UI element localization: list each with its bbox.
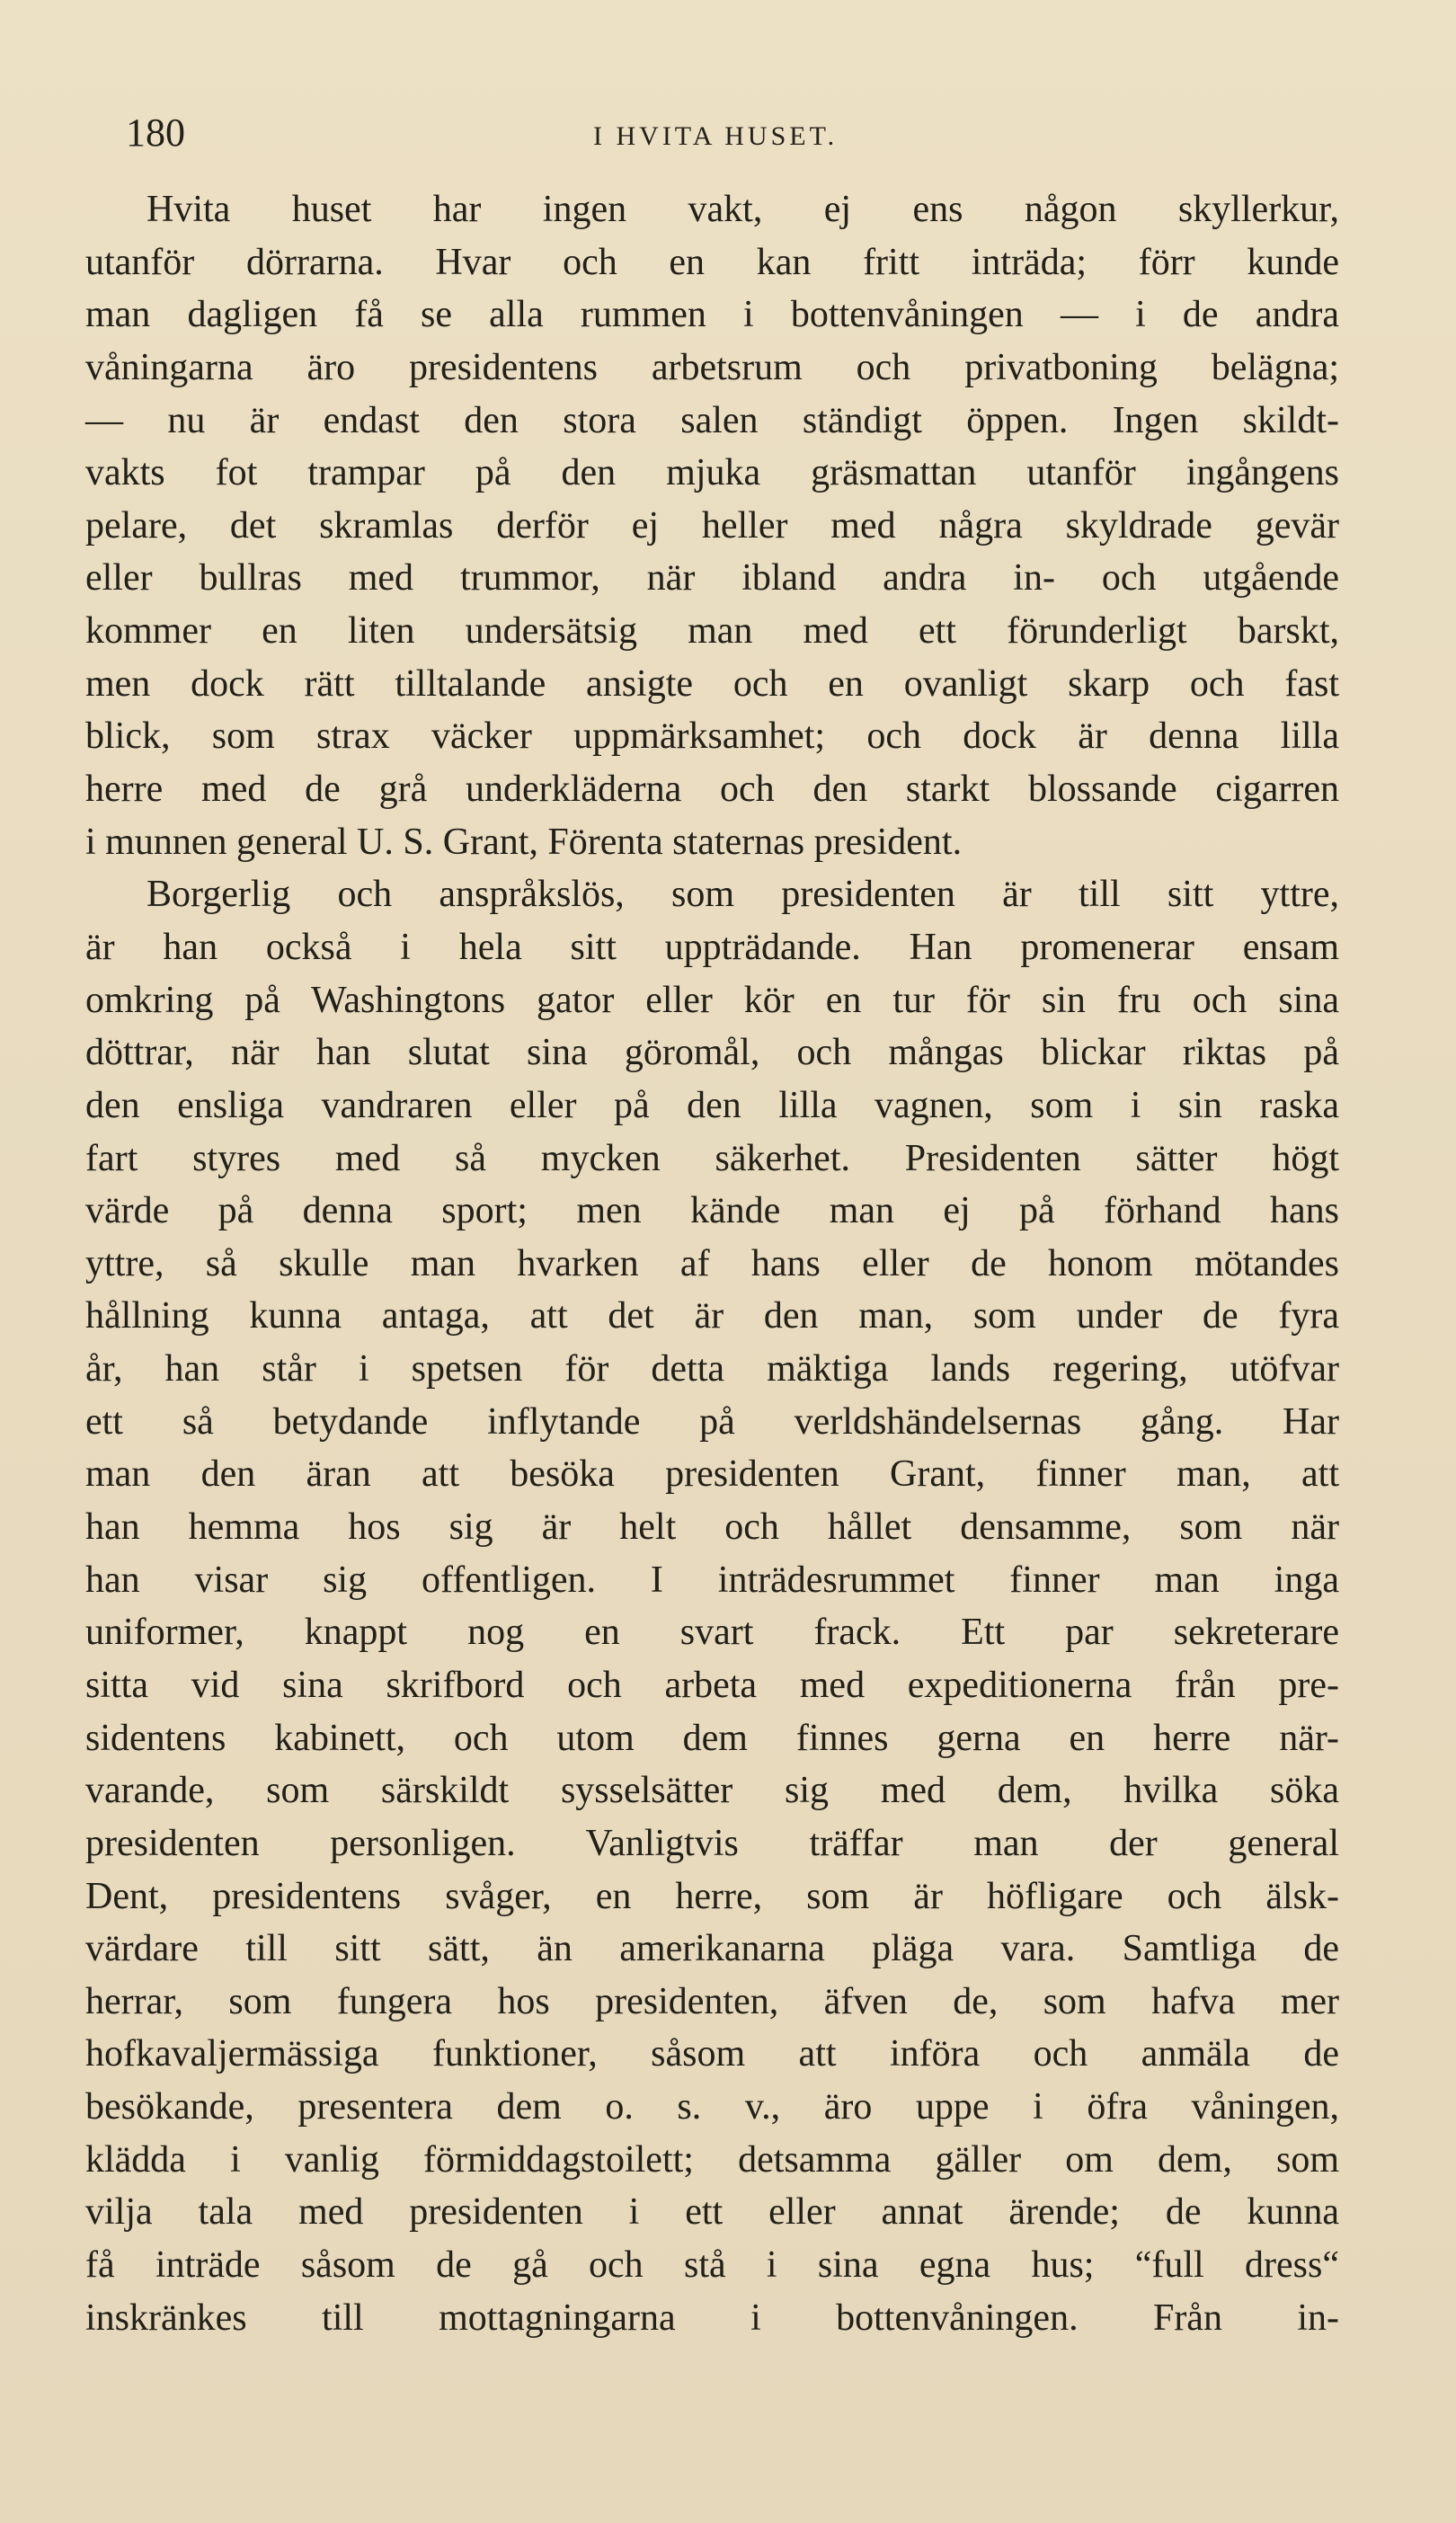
text-line: blick, som strax väcker uppmärksamhet; och dock är denna lilla <box>85 715 1339 758</box>
text-line: han visar sig offentligen. I inträdesrummet finner man inga <box>85 1559 1339 1601</box>
text-line: den ensliga vandraren eller på den lilla vagnen, som i sin raska <box>85 1084 1339 1126</box>
text-line: värdare till sitt sätt, än amerikanarna pläga vara. Samtliga de <box>85 1928 1339 1970</box>
text-line: uniformer, knappt nog en svart frack. Ett par sekreterare <box>85 1612 1339 1654</box>
text-line: omkring på Washingtons gator eller kör en tur för sin fru och sina <box>85 979 1339 1021</box>
text-line: men dock rätt tilltalande ansigte och en ovanligt skarp och fast <box>85 662 1339 705</box>
text-line: våningarna äro presidentens arbetsrum och privatboning belägna; <box>85 346 1339 388</box>
text-line: Borgerlig och anspråkslös, som presidenten är till sitt yttre, <box>146 874 1339 916</box>
text-line: — nu är endast den stora salen ständigt öppen. Ingen skildt- <box>85 399 1339 441</box>
text-line: ett så betydande inflytande på verldshändelsernas gång. Har <box>85 1400 1339 1443</box>
text-line: vilja tala med presidenten i ett eller annat ärende; de kunna <box>85 2191 1339 2234</box>
text-line: få inträde såsom de gå och stå i sina egna hus; “full dress“ <box>85 2243 1339 2286</box>
text-line: Dent, presidentens svåger, en herre, som är höfligare och älsk- <box>85 1875 1339 1917</box>
text-line: inskränkes till mottagningarna i bottenvåningen. Från in- <box>85 2296 1339 2339</box>
text-line: är han också i hela sitt uppträdande. Han promenerar ensam <box>85 926 1339 968</box>
text-line: eller bullras med trummor, när ibland andra in- och utgående <box>85 557 1339 600</box>
text-line: utanför dörrarna. Hvar och en kan fritt inträda; förr kunde <box>85 241 1339 283</box>
text-line: klädda i vanlig förmiddagstoilett; detsamma gäller om dem, som <box>85 2138 1339 2181</box>
text-line: i munnen general U. S. Grant, Förenta staternas president. <box>85 821 963 863</box>
text-line: pelare, det skramlas derför ej heller med några skyldrade gevär <box>85 504 1339 546</box>
text-line: kommer en liten undersätsig man med ett förunderligt barskt, <box>85 610 1339 653</box>
text-line: herrar, som fungera hos presidenten, äfven de, som hafva mer <box>85 1980 1339 2022</box>
body-text <box>85 183 1339 2344</box>
text-line: fart styres med så mycken säkerhet. Presidenten sätter högt <box>85 1137 1339 1179</box>
text-line: värde på denna sport; men kände man ej på förhand hans <box>85 1190 1339 1232</box>
text-line: hållning kunna antaga, att det är den man, som under de fyra <box>85 1295 1339 1337</box>
text-line: Hvita huset har ingen vakt, ej ens någon skyllerkur, <box>146 189 1339 230</box>
text-line: sidentens kabinett, och utom dem finnes gerna en herre när- <box>85 1717 1339 1759</box>
running-title: I HVITA HUSET. <box>593 121 839 151</box>
text-line: han hemma hos sig är helt och hållet densamme, som när <box>85 1506 1339 1549</box>
text-line: sitta vid sina skrifbord och arbeta med expeditionerna från pre- <box>85 1664 1339 1706</box>
running-head <box>126 106 1330 160</box>
text-line: hofkavaljermässiga funktioner, såsom att införa och anmäla de <box>85 2033 1339 2075</box>
text-line: vakts fot trampar på den mjuka gräsmattan utanför ingångens <box>85 452 1339 494</box>
text-line: varande, som särskildt sysselsätter sig med dem, hvilka söka <box>85 1770 1339 1812</box>
text-line: år, han står i spetsen för detta mäktiga lands regering, utöfvar <box>85 1348 1339 1390</box>
text-line: presidenten personligen. Vanligtvis träffar man der general <box>85 1822 1339 1864</box>
text-line: herre med de grå underkläderna och den starkt blossande cigarren <box>85 768 1339 811</box>
text-line: man den äran att besöka presidenten Grant, finner man, att <box>85 1453 1339 1496</box>
text-line: besökande, presentera dem o. s. v., äro uppe i öfra våningen, <box>85 2086 1339 2128</box>
text-line: döttrar, när han slutat sina göromål, och mångas blickar riktas på <box>85 1032 1339 1074</box>
text-line: yttre, så skulle man hvarken af hans eller de honom mötandes <box>85 1242 1339 1284</box>
text-line: man dagligen få se alla rummen i bottenvåningen — i de andra <box>85 294 1339 336</box>
page-number: 180 <box>126 111 185 155</box>
